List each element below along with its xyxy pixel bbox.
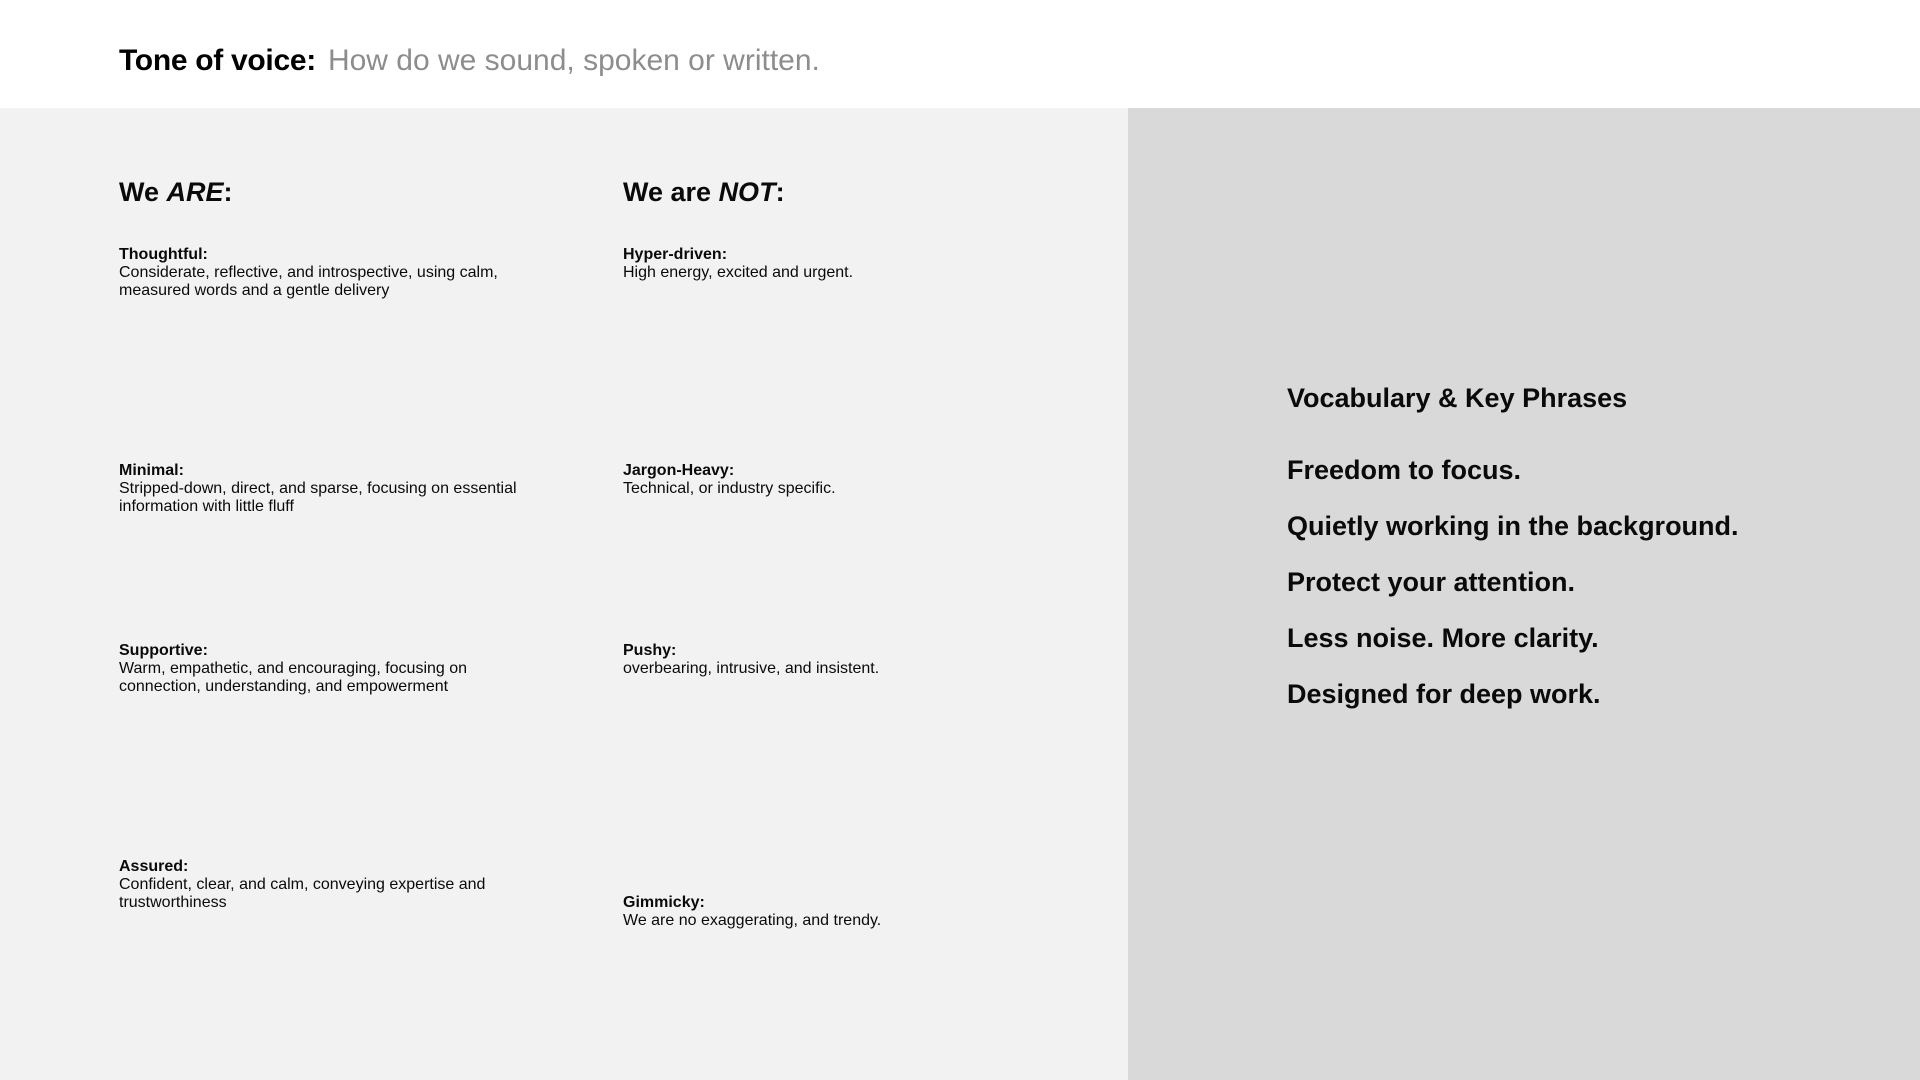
trait-label: Pushy:: [623, 642, 677, 659]
trait-description: Considerate, reflective, and introspective, using calm, measured words and a gentle delivery: [119, 264, 498, 299]
we-are-not-heading-suffix: :: [775, 177, 785, 207]
vocabulary-phrase: Designed for deep work.: [1287, 679, 1601, 709]
page-title: Tone of voice:: [119, 44, 316, 77]
vocabulary-list: [1287, 452, 1739, 732]
trait-label: Minimal:: [119, 462, 184, 479]
trait-description: We are no exaggerating, and trendy.: [623, 912, 882, 929]
vocabulary-phrase: Quietly working in the background.: [1287, 511, 1739, 541]
trait-description: Confident, clear, and calm, conveying expertise and trustworthiness: [119, 876, 486, 911]
trait-label: Thoughtful:: [119, 246, 208, 263]
trait-label: Jargon-Heavy:: [623, 462, 735, 479]
trait-label: Gimmicky:: [623, 894, 705, 911]
are-trait-supportive: [119, 642, 504, 696]
trait-description: Technical, or industry specific.: [623, 480, 836, 497]
trait-description: overbearing, intrusive, and insistent.: [623, 660, 880, 677]
vocabulary-phrase: Less noise. More clarity.: [1287, 623, 1599, 653]
are-trait-assured: [119, 858, 499, 912]
we-are-not-heading: [623, 174, 785, 210]
we-are-heading-prefix: We: [119, 177, 167, 207]
we-are-heading: [119, 174, 233, 210]
trait-label: Assured:: [119, 858, 189, 875]
are-trait-thoughtful: [119, 246, 539, 300]
trait-description: High energy, excited and urgent.: [623, 264, 854, 281]
not-trait-jargon-heavy: [623, 462, 1093, 498]
not-trait-hyper-driven: [623, 246, 1093, 282]
vocabulary-title: Vocabulary & Key Phrases: [1287, 383, 1628, 413]
we-are-heading-emphasis: ARE: [166, 177, 224, 207]
trait-description: Stripped-down, direct, and sparse, focusing on essential information with little fluff: [119, 480, 517, 515]
are-trait-minimal: [119, 462, 519, 516]
we-are-heading-suffix: :: [223, 177, 233, 207]
page-subtitle: How do we sound, spoken or written.: [327, 44, 820, 77]
not-trait-pushy: [623, 642, 1003, 678]
header-line: [119, 40, 820, 82]
we-are-not-heading-emphasis: NOT: [718, 177, 776, 207]
header: [0, 0, 1920, 108]
trait-description: Warm, empathetic, and encouraging, focusing on connection, understanding, and empowerment: [119, 660, 468, 695]
vocabulary-phrase: Freedom to focus.: [1287, 455, 1522, 485]
vocabulary-phrase: Protect your attention.: [1287, 567, 1576, 597]
trait-label: Supportive:: [119, 642, 208, 659]
trait-label: Hyper-driven:: [623, 246, 728, 263]
not-trait-gimmicky: [623, 894, 983, 930]
we-are-not-heading-prefix: We are: [623, 177, 719, 207]
